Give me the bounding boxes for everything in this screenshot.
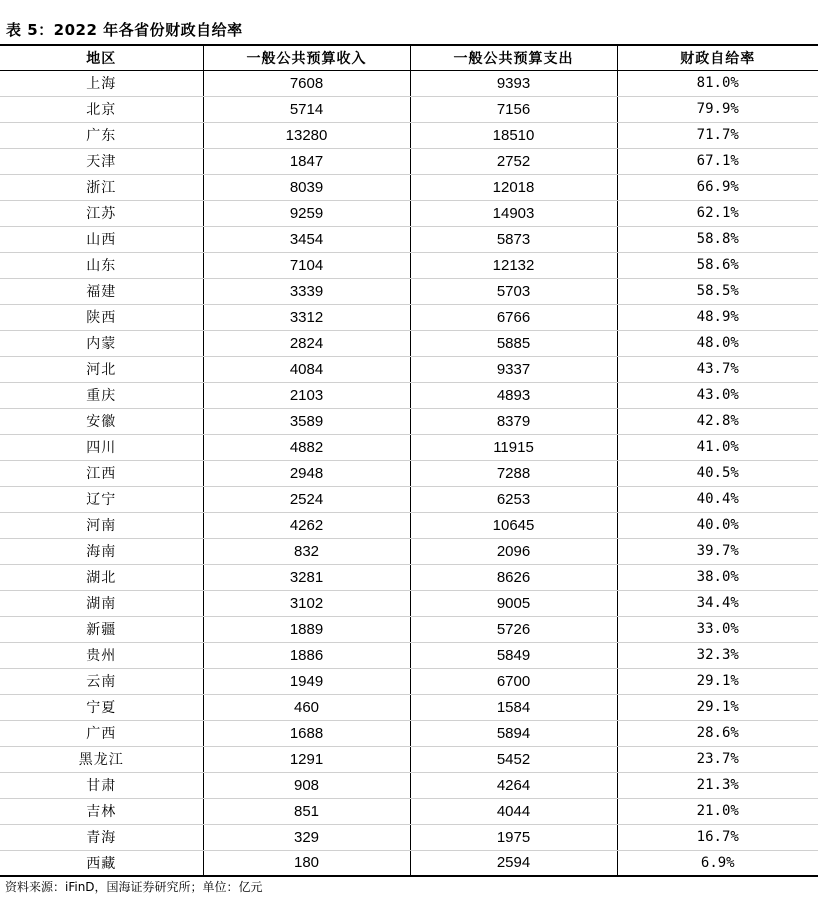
cell-ratio: 81.0% (617, 70, 818, 96)
cell-region: 北京 (0, 96, 203, 122)
cell-ratio: 48.0% (617, 330, 818, 356)
cell-expenditure: 12018 (410, 174, 617, 200)
cell-ratio: 40.0% (617, 512, 818, 538)
cell-ratio: 71.7% (617, 122, 818, 148)
cell-expenditure: 2594 (410, 850, 617, 876)
cell-ratio: 58.8% (617, 226, 818, 252)
cell-expenditure: 9393 (410, 70, 617, 96)
cell-expenditure: 6766 (410, 304, 617, 330)
cell-expenditure: 10645 (410, 512, 617, 538)
cell-region: 浙江 (0, 174, 203, 200)
cell-expenditure: 9005 (410, 590, 617, 616)
cell-region: 内蒙 (0, 330, 203, 356)
cell-ratio: 34.4% (617, 590, 818, 616)
cell-revenue: 2948 (203, 460, 410, 486)
cell-expenditure: 4044 (410, 798, 617, 824)
cell-expenditure: 9337 (410, 356, 617, 382)
cell-ratio: 42.8% (617, 408, 818, 434)
cell-revenue: 3312 (203, 304, 410, 330)
cell-ratio: 58.6% (617, 252, 818, 278)
cell-expenditure: 2752 (410, 148, 617, 174)
cell-region: 湖南 (0, 590, 203, 616)
cell-ratio: 67.1% (617, 148, 818, 174)
cell-region: 河北 (0, 356, 203, 382)
cell-expenditure: 18510 (410, 122, 617, 148)
table-row (0, 200, 818, 226)
cell-expenditure: 5703 (410, 278, 617, 304)
cell-revenue: 1688 (203, 720, 410, 746)
cell-expenditure: 5849 (410, 642, 617, 668)
cell-ratio: 28.6% (617, 720, 818, 746)
table-row (0, 824, 818, 850)
table-row (0, 96, 818, 122)
cell-ratio: 6.9% (617, 850, 818, 876)
cell-revenue: 1886 (203, 642, 410, 668)
cell-expenditure: 4893 (410, 382, 617, 408)
cell-revenue: 1847 (203, 148, 410, 174)
table-row (0, 772, 818, 798)
cell-revenue: 8039 (203, 174, 410, 200)
cell-ratio: 41.0% (617, 434, 818, 460)
cell-expenditure: 2096 (410, 538, 617, 564)
cell-region: 江西 (0, 460, 203, 486)
cell-revenue: 2103 (203, 382, 410, 408)
cell-region: 山西 (0, 226, 203, 252)
cell-revenue: 329 (203, 824, 410, 850)
cell-expenditure: 5885 (410, 330, 617, 356)
table-row (0, 642, 818, 668)
cell-region: 黑龙江 (0, 746, 203, 772)
cell-expenditure: 6253 (410, 486, 617, 512)
table-row (0, 148, 818, 174)
cell-region: 湖北 (0, 564, 203, 590)
cell-expenditure: 7288 (410, 460, 617, 486)
cell-ratio: 62.1% (617, 200, 818, 226)
table-row (0, 538, 818, 564)
cell-expenditure: 1975 (410, 824, 617, 850)
cell-ratio: 32.3% (617, 642, 818, 668)
cell-ratio: 43.7% (617, 356, 818, 382)
cell-ratio: 29.1% (617, 694, 818, 720)
cell-expenditure: 6700 (410, 668, 617, 694)
table-row (0, 278, 818, 304)
cell-expenditure: 5726 (410, 616, 617, 642)
table-title: 表 5：2022 年各省份财政自给率 (6, 21, 243, 39)
table-row (0, 330, 818, 356)
cell-ratio: 33.0% (617, 616, 818, 642)
table-row (0, 460, 818, 486)
cell-region: 宁夏 (0, 694, 203, 720)
cell-region: 广东 (0, 122, 203, 148)
cell-region: 山东 (0, 252, 203, 278)
cell-ratio: 16.7% (617, 824, 818, 850)
cell-revenue: 3281 (203, 564, 410, 590)
cell-region: 陕西 (0, 304, 203, 330)
cell-region: 天津 (0, 148, 203, 174)
cell-expenditure: 5894 (410, 720, 617, 746)
cell-region: 广西 (0, 720, 203, 746)
cell-ratio: 79.9% (617, 96, 818, 122)
cell-ratio: 39.7% (617, 538, 818, 564)
cell-revenue: 851 (203, 798, 410, 824)
cell-ratio: 21.3% (617, 772, 818, 798)
cell-revenue: 3102 (203, 590, 410, 616)
table-row (0, 668, 818, 694)
header-region: 地区 (0, 45, 203, 70)
cell-ratio: 23.7% (617, 746, 818, 772)
cell-region: 安徽 (0, 408, 203, 434)
cell-revenue: 2524 (203, 486, 410, 512)
table-row (0, 746, 818, 772)
cell-region: 西藏 (0, 850, 203, 876)
cell-revenue: 4262 (203, 512, 410, 538)
table-row (0, 356, 818, 382)
cell-revenue: 1889 (203, 616, 410, 642)
cell-region: 贵州 (0, 642, 203, 668)
cell-ratio: 40.4% (617, 486, 818, 512)
table-row (0, 850, 818, 876)
header-revenue: 一般公共预算收入 (203, 45, 410, 70)
cell-region: 新疆 (0, 616, 203, 642)
cell-expenditure: 11915 (410, 434, 617, 460)
cell-ratio: 66.9% (617, 174, 818, 200)
cell-ratio: 21.0% (617, 798, 818, 824)
cell-ratio: 40.5% (617, 460, 818, 486)
header-row (0, 45, 818, 70)
table-header (0, 45, 818, 70)
header-ratio: 财政自给率 (617, 45, 818, 70)
cell-region: 青海 (0, 824, 203, 850)
cell-revenue: 7608 (203, 70, 410, 96)
cell-region: 海南 (0, 538, 203, 564)
table-row (0, 720, 818, 746)
table-row (0, 512, 818, 538)
cell-region: 河南 (0, 512, 203, 538)
cell-expenditure: 14903 (410, 200, 617, 226)
table-row (0, 694, 818, 720)
cell-region: 吉林 (0, 798, 203, 824)
source-footnote: 资料来源：iFinD，国海证券研究所；单位：亿元 (5, 880, 263, 894)
cell-revenue: 3454 (203, 226, 410, 252)
table-row (0, 434, 818, 460)
cell-region: 云南 (0, 668, 203, 694)
cell-expenditure: 4264 (410, 772, 617, 798)
cell-expenditure: 5873 (410, 226, 617, 252)
table-body (0, 70, 818, 876)
cell-revenue: 180 (203, 850, 410, 876)
cell-revenue: 13280 (203, 122, 410, 148)
cell-revenue: 460 (203, 694, 410, 720)
cell-expenditure: 7156 (410, 96, 617, 122)
cell-region: 重庆 (0, 382, 203, 408)
table-row (0, 122, 818, 148)
cell-expenditure: 5452 (410, 746, 617, 772)
cell-revenue: 5714 (203, 96, 410, 122)
table-row (0, 382, 818, 408)
cell-ratio: 43.0% (617, 382, 818, 408)
cell-revenue: 7104 (203, 252, 410, 278)
cell-revenue: 9259 (203, 200, 410, 226)
cell-revenue: 832 (203, 538, 410, 564)
cell-expenditure: 8626 (410, 564, 617, 590)
table-row (0, 564, 818, 590)
fiscal-table-container (0, 44, 818, 877)
cell-revenue: 3589 (203, 408, 410, 434)
cell-revenue: 3339 (203, 278, 410, 304)
table-row (0, 304, 818, 330)
cell-region: 上海 (0, 70, 203, 96)
table-row (0, 226, 818, 252)
cell-revenue: 1949 (203, 668, 410, 694)
cell-revenue: 1291 (203, 746, 410, 772)
cell-region: 福建 (0, 278, 203, 304)
cell-revenue: 4882 (203, 434, 410, 460)
table-row (0, 174, 818, 200)
cell-revenue: 4084 (203, 356, 410, 382)
table-row (0, 486, 818, 512)
table-row (0, 408, 818, 434)
cell-region: 辽宁 (0, 486, 203, 512)
fiscal-self-sufficiency-table (0, 44, 818, 877)
cell-region: 四川 (0, 434, 203, 460)
cell-expenditure: 8379 (410, 408, 617, 434)
cell-ratio: 38.0% (617, 564, 818, 590)
cell-ratio: 58.5% (617, 278, 818, 304)
cell-revenue: 2824 (203, 330, 410, 356)
cell-expenditure: 1584 (410, 694, 617, 720)
cell-expenditure: 12132 (410, 252, 617, 278)
cell-ratio: 48.9% (617, 304, 818, 330)
table-row (0, 798, 818, 824)
table-row (0, 616, 818, 642)
cell-region: 江苏 (0, 200, 203, 226)
header-expenditure: 一般公共预算支出 (410, 45, 617, 70)
cell-ratio: 29.1% (617, 668, 818, 694)
cell-region: 甘肃 (0, 772, 203, 798)
table-row (0, 590, 818, 616)
table-row (0, 70, 818, 96)
table-row (0, 252, 818, 278)
cell-revenue: 908 (203, 772, 410, 798)
